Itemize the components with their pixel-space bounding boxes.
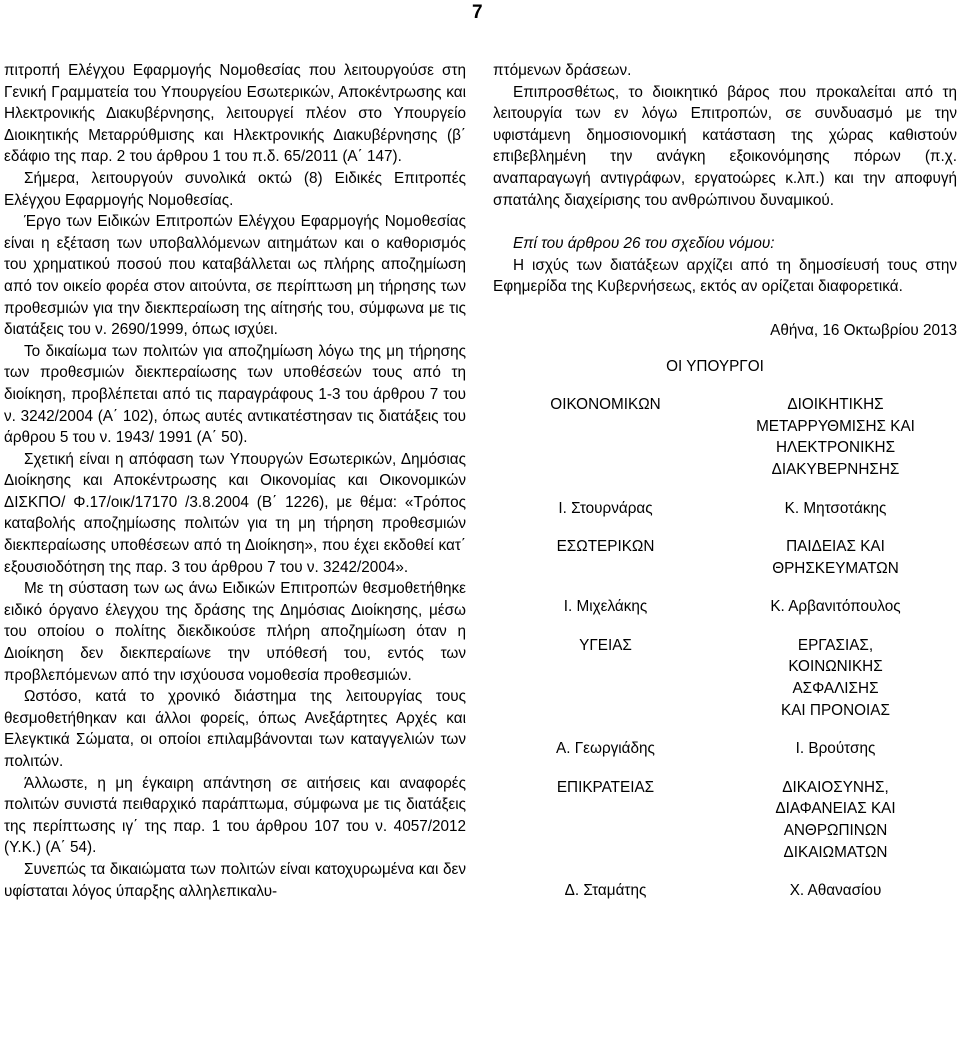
paragraph: Συνεπώς τα δικαιώματα των πολιτών είναι κατοχυρωμένα και δεν υφίσταται λόγος ύπαρξης αλληλεπικαλυ-	[4, 860, 466, 900]
minister-name: Ι. Βρούτσης	[795, 740, 876, 758]
page-number: 7	[472, 2, 483, 23]
paragraph: Ωστόσο, κατά το χρονικό διάστημα της λειτουργίας τους θεσμοθετήθηκαν και άλλοι φορείς, όπως Ανεξάρτητες Αρχές και Ελεγκτικά Σώματα, οι οποίοι επιλαμβάνονται των καταγγελιών των πολιτών.	[4, 688, 466, 770]
paragraph: πιτροπή Ελέγχου Εφαρμογής Νομοθεσίας που λειτουργούσε στη Γενική Γραμματεία του Υπουργείου Εσωτερικών, Αποκέντρωσης και Ηλεκτρονικής Διακυβέρνησης, λειτουργεί πλέον στο Υπουργείο Διοικητικής Μεταρρύθμισης και Ηλεκτρονικής Διακυβέρνησης (β΄ εδάφιο της παρ. 2 του άρθρου 1 του π.δ. 65/2011 (Α΄ 147).	[4, 62, 466, 166]
paragraph: Άλλωστε, η μη έγκαιρη απάντηση σε αιτήσεις και αναφορές πολιτών συνιστά πειθαρχικό παράπτωμα, σύμφωνα με τις διατάξεις της περίπτωσης ιγ΄ της παρ. 1 του άρθρου 107 του ν. 4057/2012 (Υ.Κ.) (Α΄ 54).	[4, 774, 466, 857]
article-text: Η ισχύς των διατάξεων αρχίζει από τη δημοσίευσή τους στην Εφημερίδα της Κυβερνήσεως, εκτός αν ορίζεται διαφορετικά.	[493, 256, 957, 296]
paragraph: Έργο των Ειδικών Επιτροπών Ελέγχου Εφαρμογής Νομοθεσίας είναι η εξέταση των υποβαλλόμενων αιτημάτων και ο καθορισμός του χρηματικού ποσού που καταβάλλεται ως πλήρης αποζημίωση από τον οικείο φορέα στον αιτούντα, σε περίπτωση μη τήρησης των προθεσμιών για την διεκπεραίωση της αίτησής του, σύμφωνα με τις διατάξεις του ν. 2690/1999, όπως ισχύει.	[4, 213, 466, 339]
ministry-title: ΕΠΙΚΡΑΤΕΙΑΣ	[556, 778, 655, 796]
paragraph: Με τη σύσταση των ως άνω Ειδικών Επιτροπών θεσμοθετήθηκε ειδικό όργανο έλεγχου της δράσης της Δημόσιας Διοίκησης, μέσω του οποίου ο πολίτης διεκδικούσε πλήρη αποζημίωση όταν η Διοίκηση δεν διεκπεραίωνε την υπόθεσή του, εντός των προβλεπόμενων από την ισχύουσα νομοθεσία προθεσμιών.	[4, 580, 466, 684]
minister-name: Α. Γεωργιάδης	[556, 740, 655, 758]
ministry-title: ΔΙΟΙΚΗΤΙΚΗΣ ΜΕΤΑΡΡΥΘΜΙΣΗΣ ΚΑΙ ΗΛΕΚΤΡΟΝΙΚΗΣ ΔΙΑΚΥΒΕΡΝΗΣΗΣ	[756, 396, 915, 478]
minister-name: Ι. Μιχελάκης	[563, 598, 648, 616]
ministry-title: ΠΑΙΔΕΙΑΣ ΚΑΙ ΘΡΗΣΚΕΥΜΑΤΩΝ	[772, 538, 899, 577]
ministry-title: ΕΡΓΑΣΙΑΣ, ΚΟΙΝΩΝΙΚΗΣ ΑΣΦΑΛΙΣΗΣ ΚΑΙ ΠΡΟΝΟΙΑΣ	[781, 636, 890, 719]
ministry-title: ΕΣΩΤΕΡΙΚΩΝ	[556, 538, 655, 556]
paragraph: Επιπροσθέτως, το διοικητικό βάρος που προκαλείται από τη λειτουργία των εν λόγω Επιτροπών, σε συνδυασμό με την υφιστάμενη δημοσιονομική κατάσταση της χώρας καθιστούν επιβεβλημένη την ανάγκη εξοικονόμησης πόρων (π.χ. αναπαραγωγή αντιγράφων, εργατοώρες κ.λπ.) και την αποφυγή σπατάλης διαχείρισης του ανθρώπινου δυναμικού.	[493, 83, 957, 209]
paragraph: Το δικαίωμα των πολιτών για αποζημίωση λόγω της μη τήρησης των προθεσμιών διεκπεραίωσης των υποθέσεών τους από τη διοίκηση, προβλέπεται από τις παραγράφους 1-3 του άρθρου 7 του ν. 3242/2004 (Α΄ 102), όπως αυτές αντικατέστησαν τις διατάξεις του άρθρου 5 του ν. 1943/ 1991 (Α΄ 50).	[4, 342, 466, 447]
minister-name: Ι. Στουρνάρας	[558, 499, 653, 517]
minister-name: Δ. Σταμάτης	[564, 882, 647, 900]
left-column	[4, 60, 466, 902]
ministers-title: ΟΙ ΥΠΟΥΡΓΟΙ	[666, 357, 764, 375]
ministers-signature-grid	[493, 394, 957, 902]
article-heading: Επί του άρθρου 26 του σχεδίου νόμου:	[513, 235, 775, 253]
paragraph: Σχετική είναι η απόφαση των Υπουργών Εσωτερικών, Δημόσιας Διοίκησης και Αποκέντρωσης και Οικονομίας και Οικονομικών ΔΙΣΚΠΟ/ Φ.17/οικ/17170 /3.8.2004 (Β΄ 1226), με θέμα: «Τρόπος καταβολής αποζημίωσης πολιτών για τη μη τήρηση προθεσμιών διεκπεραίωσης υποθέσεων από τη Διοίκηση», που έχει εκδοθεί κατ΄ εξουσιοδότηση της παρ. 3 του άρθρου 7 του ν. 3242/2004».	[4, 450, 466, 576]
ministry-title: ΥΓΕΙΑΣ	[579, 636, 632, 654]
ministry-title: ΟΙΚΟΝΟΜΙΚΩΝ	[550, 396, 661, 414]
minister-name: Χ. Αθανασίου	[789, 882, 882, 900]
right-column	[493, 60, 957, 902]
minister-name: Κ. Αρβανιτόπουλος	[770, 598, 901, 616]
date-line: Αθήνα, 16 Οκτωβρίου 2013	[770, 321, 957, 339]
ministry-title: ΔΙΚΑΙΟΣΥΝΗΣ, ΔΙΑΦΑΝΕΙΑΣ ΚΑΙ ΑΝΘΡΩΠΙΝΩΝ ΔΙΚΑΙΩΜΑΤΩΝ	[775, 778, 896, 861]
minister-name: Κ. Μητσοτάκης	[784, 499, 887, 517]
paragraph: πτόμενων δράσεων.	[493, 62, 632, 79]
paragraph: Σήμερα, λειτουργούν συνολικά οκτώ (8) Ειδικές Επιτροπές Ελέγχου Εφαρμογής Νομοθεσίας.	[4, 169, 466, 209]
